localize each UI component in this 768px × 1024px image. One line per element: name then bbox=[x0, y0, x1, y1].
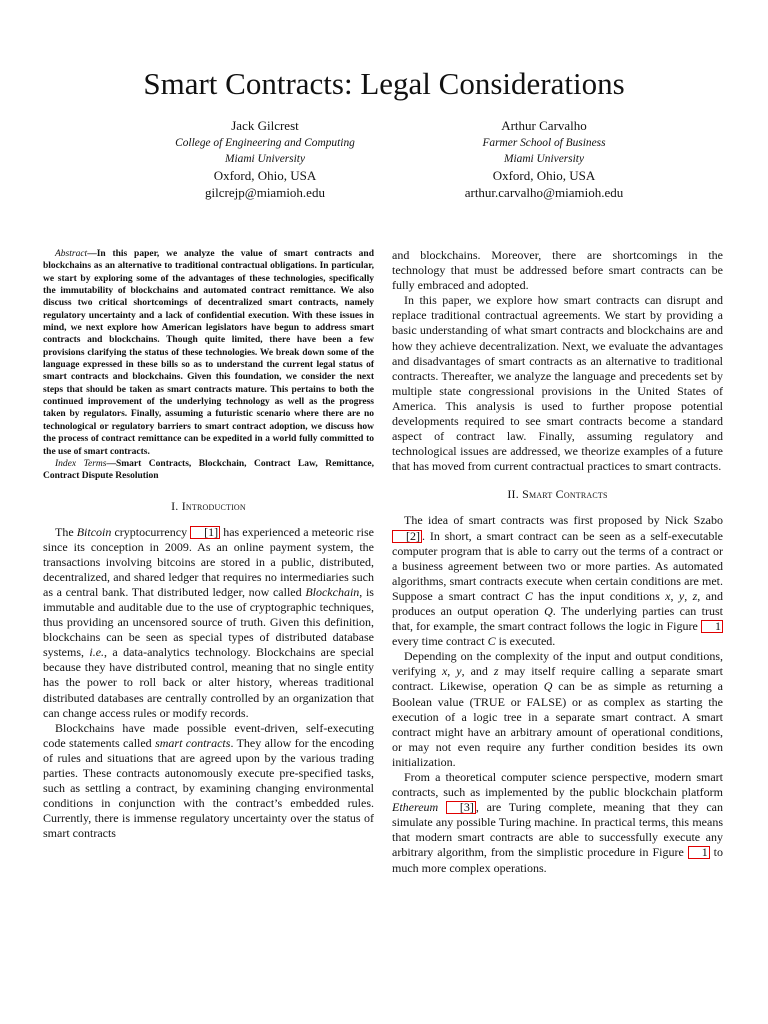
abstract-lead: Abstract bbox=[55, 249, 88, 259]
index-terms-text: —Smart Contracts, Blockchain, Contract Law, Remittance, Contract Dispute Resolution bbox=[43, 458, 375, 482]
intro-paragraph-2: Blockchains have made possible event-driven, self-executing code statements called smart contracts. They allow for the encoding of rules and situations that are agreed upon by the various trading parties. These contracts autonomously execute pre-specified tasks, such as settling a contract, by examining changing environmental conditions in conjunction with the contract’s embedded rules. Currently, there is immense regulatory uncertainty over the status of smart contracts bbox=[43, 720, 375, 841]
index-terms bbox=[43, 458, 374, 483]
author-block-2 bbox=[394, 118, 694, 202]
author-name: Jack Gilcrest bbox=[231, 118, 299, 133]
author-affiliation: College of Engineering and Computing bbox=[175, 136, 355, 149]
author-block-1 bbox=[115, 118, 415, 202]
author-affiliation: Farmer School of Business bbox=[482, 136, 606, 149]
figure-link[interactable]: 1 bbox=[688, 846, 710, 859]
index-terms-lead: Index Terms bbox=[55, 458, 107, 469]
abstract-text: —In this paper, we analyze the value of smart contracts and blockchains as an alternative to traditional contractual obligations. In particular, we start by exploring some of the advantages of these technologies, specifically the immutability of blockchains and automated contract remittance. We also discuss two critical shortcomings of decentralized smart contracts, namely regulatory uncertainty and a lack of confidential execution. With these issues in mind, we next explore how American legislators have begun to address smart contracts and blockchains. Though quite limited, there have been a few provisions clarifying the status of these technologies. We break down some of the language expressed in these bills so as to understand the current legal status of smart contracts and blockchains. Given this foundation, we consider the next steps that should be taken as smart contracts mature. This pertains to both the continued improvement of the underlying technology as well as the progress taken by regulators. Finally, assuming a futuristic scenario where there are no technological or regulatory barriers to smart contract adoption, we discuss how the process of contract remittance can be expedited in a world fully committed to the use of smart contracts. bbox=[43, 249, 374, 457]
abstract bbox=[43, 248, 374, 458]
left-column bbox=[43, 248, 374, 842]
author-university: Miami University bbox=[503, 153, 585, 166]
smart-paragraph-1: The idea of smart contracts was first proposed by Nick Szabo [2] . In short, a smart contract can be seen as a self-executable computer program that is able to carry out the terms of a contract or a business agreement between two or more parties. As automated algorithms, smart contracts execute when certain conditions are met. Suppose a smart contract C has the input conditions x, y, z, and produces an output operation Q. The underlying parties can trust that, for example, the smart contract follows the logic in Figure 1 every time contract C is executed. bbox=[392, 513, 723, 649]
citation-link[interactable]: [1] bbox=[190, 526, 220, 539]
author-location: Oxford, Ohio, USA bbox=[213, 168, 317, 184]
right-column bbox=[392, 248, 723, 876]
intro-paragraph-2-continued: and blockchains. Moreover, there are shortcomings in the technology that must be addressed before smart contracts can be fully embraced and adopted. bbox=[392, 248, 723, 293]
section-heading-smart-contracts: II. Smart Contracts bbox=[507, 487, 608, 502]
citation-link[interactable]: [2] bbox=[392, 530, 422, 543]
smart-paragraph-3: From a theoretical computer science perspective, modern smart contracts, such as implemented by the public blockchain platform Ethereum [3] , are Turing complete, meaning that they can simulate any possible Turing machine. In practical terms, this means that modern smart contracts are able to successfully execute any arbitrary algorithm, from the simplistic procedure in Figure 1 to much more complex operations. bbox=[392, 770, 723, 875]
intro-paragraph-1: The Bitcoin cryptocurrency [1] has experienced a meteoric rise since its conception in 2009. As an online payment system, the transactions involving bitcoins are stored in a public, distributed, decentralized, and shared ledger that requires no intermediaries such as a central bank. That distributed ledger, now called Blockchain, is immutable and auditable due to the use of cryptographic techniques, thus providing an uncensored source of truth. Given this definition, blockchains can be seen as special types of distributed database systems, i.e., a data-analytics technology. Blockchains are special because they have distributed control, meaning that no single entity has the power to roll back or alter history, whereas traditional distributed databases are centrally controlled by an organization that can change access rules or modify records. bbox=[43, 524, 374, 720]
section-heading-introduction: I. Introduction bbox=[171, 498, 246, 513]
author-name: Arthur Carvalho bbox=[501, 118, 587, 133]
author-university: Miami University bbox=[224, 153, 306, 166]
author-location: Oxford, Ohio, USA bbox=[492, 168, 596, 184]
smart-paragraph-2: Depending on the complexity of the input and output conditions, verifying x, y, and z may itself require calling a separate smart contract. Likewise, operation Q can be as simple as returning a Boolean value (TRUE or FALSE) or as complex as starting the execution of a logic tree in a separate smart contract. A smart contract might have an arbitrary amount of operational conditions, or may not even require any further condition besides its own initialization. bbox=[392, 649, 724, 769]
figure-link[interactable]: 1 bbox=[701, 620, 723, 633]
intro-paragraph-3: In this paper, we explore how smart contracts can disrupt and replace traditional contractual agreements. We start by providing a basic understanding of what smart contracts and blockchains are and how they achieve decentralization. Next, we evaluate the advantages and disadvantages of smart contracts as an alternative to traditional contracts. Thereafter, we analyze the language and precedents set by multiple state congressional provisions in the United States of America. This analysis is used to further propose potential developments required to see smart contracts become a standard aspect of contract law. Finally, assuming regulatory and technological issues are addressed, we theorize examples of a future that has moved from current contractual practices to smart contracts. bbox=[392, 293, 723, 474]
citation-link[interactable]: [3] bbox=[446, 801, 476, 814]
author-email: arthur.carvalho@miamioh.edu bbox=[464, 184, 624, 200]
paper-title: Smart Contracts: Legal Considerations bbox=[143, 66, 625, 101]
author-email: gilcrejp@miamioh.edu bbox=[205, 184, 325, 200]
